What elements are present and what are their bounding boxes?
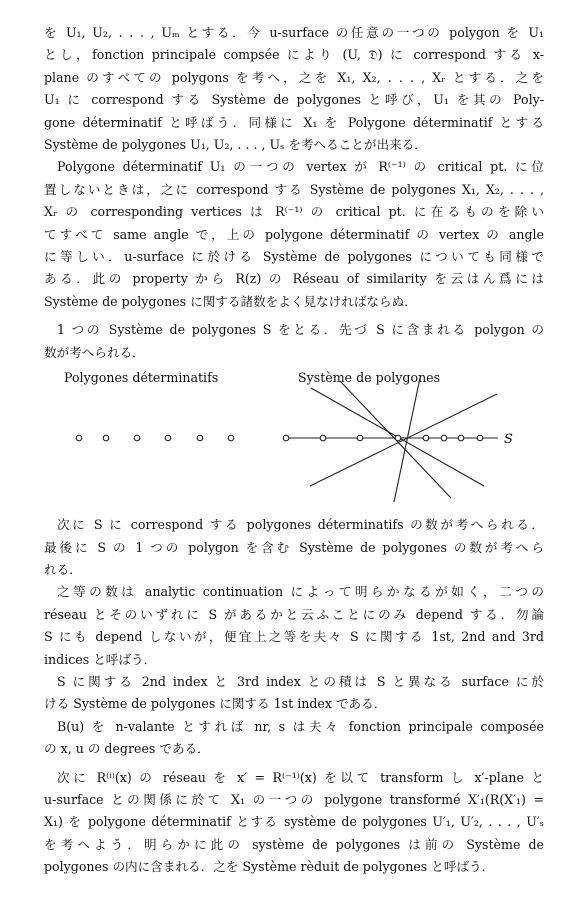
text-line: S にも depend しないが，便宜上之等を夫々 S に関する 1st, 2nd and 3rd xyxy=(44,629,544,645)
polygon-circle xyxy=(103,435,109,441)
text-line: 1 つの Système de polygones S をとる．先づ S に含まれる polygon の xyxy=(57,322,544,338)
text-line: plane のすべての polygons を考へ，之を X₁, X₂, . . . , Xᵣ とする．之を xyxy=(44,69,544,85)
text-line: Polygone déterminatif U₁ の一つの vertex が R⁽⁻¹⁾ の critical pt. に位 xyxy=(57,159,544,175)
text-line: ける Système de polygones に関する 1st index である． xyxy=(44,696,387,712)
figure-label-right: Système de polygones xyxy=(298,370,441,386)
paragraph-7 xyxy=(44,716,544,761)
paragraph-6 xyxy=(44,671,544,716)
paragraph-4 xyxy=(44,514,544,581)
polygon-circle xyxy=(283,435,289,441)
text-line: 之等の数は analytic continuation によって明らかなるが如く，二つの xyxy=(57,584,544,600)
text-line: X₁) を polygone déterminatif とする système de polygones U′₁, U′₂, . . . , U′ₛ xyxy=(44,814,544,830)
text-line: S に関する 2nd index と 3rd index との積は S と異なる surface に於 xyxy=(57,673,544,689)
text-line: 次に S に correspond する polygones déterminatifs の数が考へられる． xyxy=(57,517,544,533)
text-line: れる． xyxy=(44,561,82,577)
polygon-circle xyxy=(76,435,82,441)
text-line: U₁ に correspond する Système de polygones と呼び，U₁ を其の Poly- xyxy=(44,92,544,108)
text-line: てすべて same angle で，上の polygone déterminatif の vertex の angle xyxy=(44,226,544,242)
text-line: ある．此の property から R(z) の Réseau of similarity を云はん爲には xyxy=(44,271,544,287)
text-line: Système de polygones に関する諸数をよく見なければならぬ． xyxy=(44,293,417,309)
polygon-circle xyxy=(441,435,447,441)
polygon-circle xyxy=(357,435,363,441)
figure-label-left: Polygones déterminatifs xyxy=(64,370,219,386)
text-line: réseau とそのいずれに S があるかと云ふことにのみ depend する．勿論 xyxy=(44,606,544,622)
text-line: に等しい．u-surface に於ける Système de polygones についても同様で xyxy=(44,249,544,265)
text-line: を考へよう．明らかに此の système de polygones は前の Système de xyxy=(44,836,544,852)
page-body xyxy=(44,22,544,879)
text-line: 数が考へられる． xyxy=(44,344,145,360)
text-line: polygones の内に含まれる．之を Système rèduit de polygones と呼ばう． xyxy=(44,859,495,875)
polygon-circle xyxy=(395,435,401,441)
paragraph-3 xyxy=(44,319,544,364)
polygon-diagram xyxy=(44,366,544,514)
polygon-circle xyxy=(134,435,140,441)
text-line: 次に R⁽ⁱ⁾(x) の réseau を x′ = R⁽⁻¹⁾(x) を以て transform し x′-plane と xyxy=(57,769,544,785)
polygon-circle xyxy=(197,435,203,441)
paragraph-5 xyxy=(44,581,544,671)
paragraph-2 xyxy=(44,156,544,313)
text-line: gone déterminatif と呼ばう．同様に X₁ を Polygone déterminatif とする xyxy=(44,114,544,130)
polygon-circle xyxy=(423,435,429,441)
text-line: Système de polygones U₁, U₂, . . . , Uₛ を考へることが出来る． xyxy=(44,137,427,153)
polygon-circle xyxy=(458,435,464,441)
text-line: を U₁, U₂, . . . , Uₘ とする．今 u-surface の任意の一つの polygon を U₁ xyxy=(44,25,544,40)
polygon-circle xyxy=(477,435,483,441)
text-line: の x, u の degrees である． xyxy=(44,741,210,757)
polygon-circle xyxy=(165,435,171,441)
text-line: u-surface との関係に於て X₁ の一つの polygone transformé X′₁(R(X′₁) = xyxy=(44,791,544,807)
text-line: Xᵣ の corresponding vertices は R⁽⁻¹⁾ の critical pt. に在るものを除い xyxy=(44,204,544,220)
paragraph-1 xyxy=(44,22,544,156)
polygon-circle xyxy=(320,435,326,441)
polygon-figure xyxy=(44,366,544,514)
paragraph-8 xyxy=(44,767,544,879)
text-line: indices と呼ばう． xyxy=(44,651,157,667)
text-line: とし，fonction principale compsée により (U, 𝔇) に correspond する x- xyxy=(44,47,544,63)
text-line: 置しないときは，之に correspond する Système de polygones X₁, X₂, . . . , xyxy=(44,181,544,197)
text-line: 最後に S の 1 つの polygon を含む Système de polygones の数が考へら xyxy=(44,539,544,555)
ray-line xyxy=(310,394,497,486)
polygon-circle xyxy=(228,435,234,441)
text-line: B(u) を n-valante とすれば nr, s は夫々 fonction principale composée xyxy=(57,718,544,734)
s-label: S xyxy=(504,432,513,448)
